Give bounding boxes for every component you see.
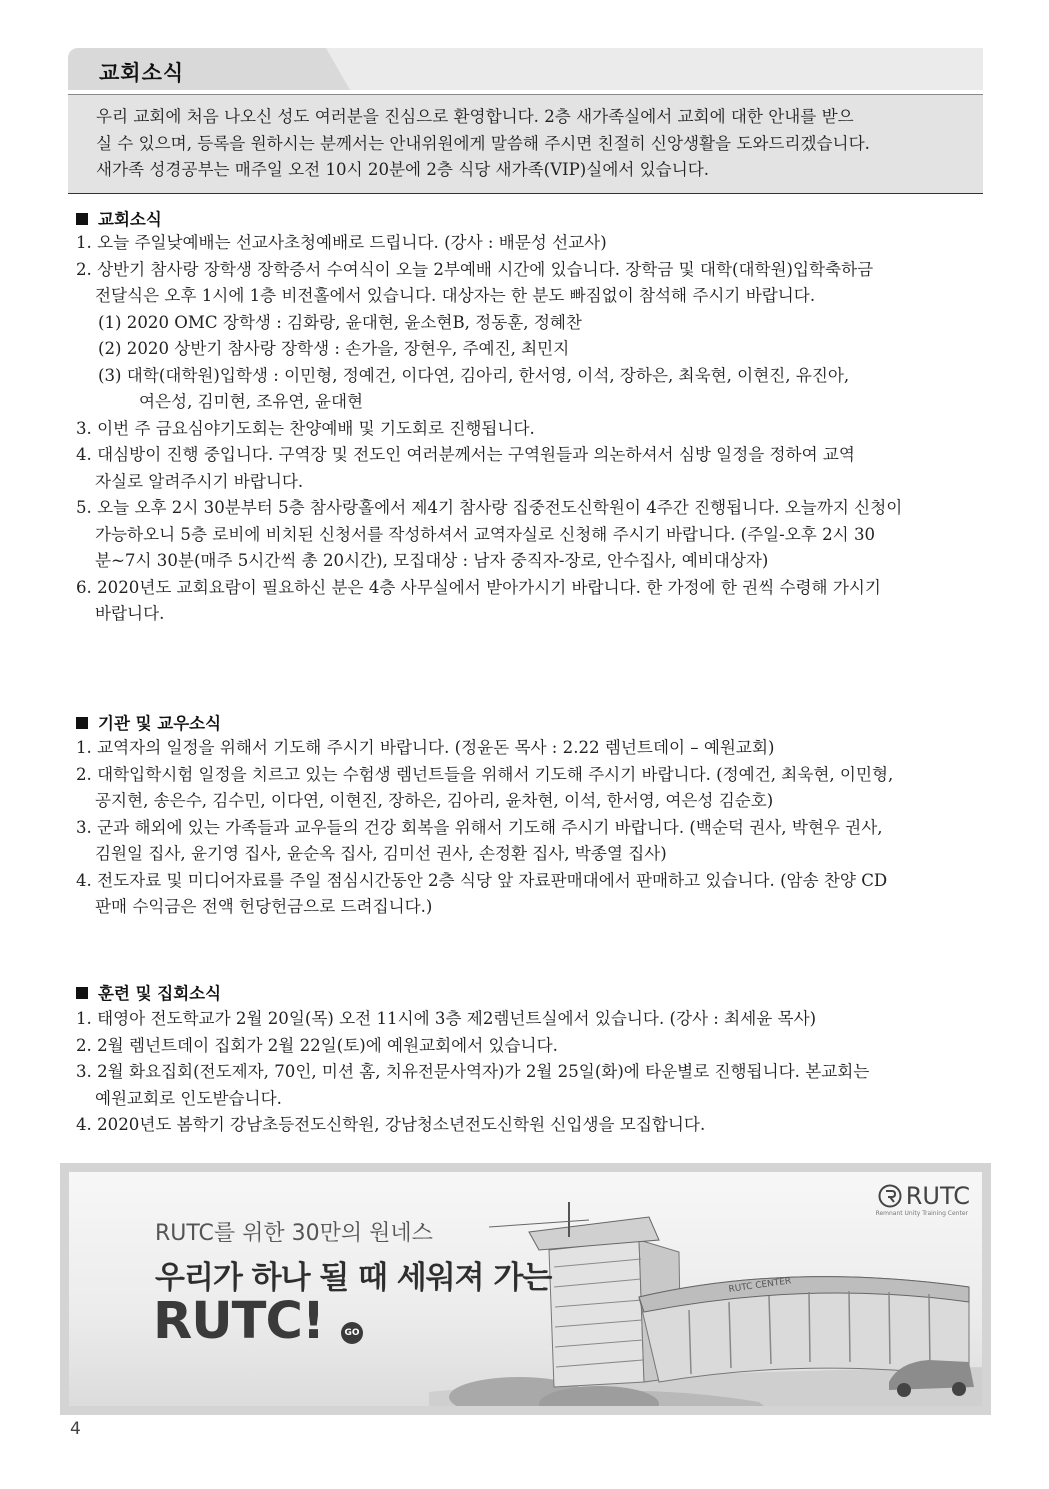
news-item-cont: 공지현, 송은수, 김수민, 이다연, 이현진, 장하은, 김아리, 윤차현, 이석, 한서영, 여은성 김순호)	[95, 791, 774, 810]
church-news-list	[76, 230, 902, 628]
news-item: 2. 상반기 참사랑 장학생 장학증서 수여식이 오늘 2부예배 시간에 있습니다. 장학금 및 대학(대학원)입학축하금	[76, 259, 874, 279]
news-item: 3. 2월 화요집회(전도제자, 70인, 미션 홈, 치유전문사역자)가 2월 25일(화)에 타운별로 진행됩니다. 본교회는	[76, 1062, 870, 1081]
rutc-logo-icon	[878, 1184, 902, 1208]
rutc-building-illustration	[429, 1192, 982, 1406]
rutc-logo	[878, 1182, 970, 1210]
section-heading-training-news: 훈련 및 집회소식	[76, 980, 221, 1004]
training-news-list	[76, 1006, 869, 1139]
news-item: 1. 교역자의 일정을 위해서 기도해 주시기 바랍니다. (정윤돈 목사 : 2.22 렘넌트데이 – 예원교회)	[76, 738, 775, 757]
news-item: 1. 태영아 전도학교가 2월 20일(목) 오전 11시에 3층 제2렘넌트실에서 있습니다. (강사 : 최세윤 목사)	[76, 1009, 817, 1028]
news-item-cont: 판매 수익금은 전액 헌당헌금으로 드려집니다.)	[95, 897, 433, 916]
square-bullet-icon	[76, 717, 88, 729]
news-item-cont: 김원일 집사, 윤기영 집사, 윤순옥 집사, 김미선 권사, 손정환 집사, 박종열 집사)	[95, 844, 667, 863]
news-item: 4. 대심방이 진행 중입니다. 구역장 및 전도인 여러분께서는 구역원들과 의논하셔서 심방 일정을 정하여 교역	[76, 445, 855, 464]
banner-brand: RUTC!	[153, 1292, 325, 1351]
news-subitem-cont: 여은성, 김미현, 조유연, 윤대현	[139, 392, 364, 411]
news-item: 4. 2020년도 봄학기 강남초등전도신학원, 강남청소년전도신학원 신입생을 모집합니다.	[76, 1115, 706, 1134]
logo-subtext: Remnant Unity Training Center	[875, 1210, 968, 1217]
news-item: 3. 군과 해외에 있는 가족들과 교우들의 건강 회복을 위해서 기도해 주시기 바랍니다. (백순덕 권사, 박현우 권사,	[76, 817, 883, 837]
go-badge[interactable]: GO	[341, 1322, 363, 1344]
banner-image	[69, 1172, 982, 1406]
news-item: 4. 전도자료 및 미디어자료를 주일 점심시간동안 2층 식당 앞 자료판매대에서 판매하고 있습니다. (암송 찬양 CD	[76, 870, 888, 890]
section-heading-members-news: 기관 및 교우소식	[76, 710, 221, 734]
building-sign: RUTC CENTER	[728, 1276, 792, 1295]
news-item: 3. 이번 주 금요심야기도회는 찬양예배 및 기도회로 진행됩니다.	[76, 418, 535, 438]
news-item: 2. 2월 렘넌트데이 집회가 2월 22일(토)에 예원교회에서 있습니다.	[76, 1035, 558, 1055]
intro-box	[68, 94, 983, 194]
members-news-list	[76, 735, 893, 921]
banner-headline: 우리가 하나 될 때 세워져 가는	[155, 1260, 552, 1296]
square-bullet-icon	[76, 213, 88, 225]
intro-line: 우리 교회에 처음 나오신 성도 여러분을 진심으로 환영합니다. 2층 새가족실에서 교회에 대한 안내를 받으	[96, 107, 854, 126]
square-bullet-icon	[76, 987, 88, 999]
news-item-cont: 예원교회로 인도받습니다.	[95, 1088, 282, 1108]
page-number: 4	[70, 1419, 81, 1439]
logo-text: RUTC	[905, 1182, 970, 1210]
news-item-cont: 분~7시 30분(매주 5시간씩 총 20시간), 모집대상 : 남자 중직자-장로, 안수집사, 예비대상자)	[95, 551, 769, 570]
news-item-cont: 전달식은 오후 1시에 1층 비전홀에서 있습니다. 대상자는 한 분도 빠짐없이 참석해 주시기 바랍니다.	[95, 286, 816, 305]
news-item-cont: 자실로 알려주시기 바랍니다.	[95, 471, 304, 491]
news-item: 5. 오늘 오후 2시 30분부터 5층 참사랑홀에서 제4기 참사랑 집중전도신학원이 4주간 진행됩니다. 오늘까지 신청이	[76, 498, 903, 517]
banner-subtitle: RUTC를 위한 30만의 원네스	[155, 1221, 433, 1246]
news-item-cont: 바랍니다.	[95, 604, 165, 623]
news-subitem: (1) 2020 OMC 장학생 : 김화랑, 윤대현, 윤소현B, 정동훈, 정혜찬	[98, 312, 582, 332]
rutc-banner	[60, 1163, 991, 1415]
news-item: 1. 오늘 주일낮예배는 선교사초청예배로 드립니다. (강사 : 배문성 선교사)	[76, 233, 607, 252]
section-heading-church-news: 교회소식	[76, 206, 162, 230]
intro-line: 새가족 성경공부는 매주일 오전 10시 20분에 2층 식당 새가족(VIP)실에서 있습니다.	[96, 160, 710, 179]
news-item: 2. 대학입학시험 일정을 치르고 있는 수험생 렘넌트들을 위해서 기도해 주시기 바랍니다. (정예건, 최욱현, 이민형,	[76, 764, 894, 784]
intro-line: 실 수 있으며, 등록을 원하시는 분께서는 안내위원에게 말씀해 주시면 친절히 신앙생활을 도와드리겠습니다.	[96, 133, 870, 153]
news-item-cont: 가능하오니 5층 로비에 비치된 신청서를 작성하셔서 교역자실로 신청해 주시기 바랍니다. (주일-오후 2시 30	[95, 524, 876, 544]
page-title: 교회소식	[99, 61, 185, 85]
news-subitem: (2) 2020 상반기 참사랑 장학생 : 손가을, 장현우, 주예진, 최민지	[98, 339, 570, 358]
news-subitem: (3) 대학(대학원)입학생 : 이민형, 정예건, 이다연, 김아리, 한서영, 이석, 장하은, 최욱현, 이현진, 유진아,	[98, 365, 850, 385]
news-item: 6. 2020년도 교회요람이 필요하신 분은 4층 사무실에서 받아가시기 바랍니다. 한 가정에 한 권씩 수령해 가시기	[76, 577, 881, 597]
